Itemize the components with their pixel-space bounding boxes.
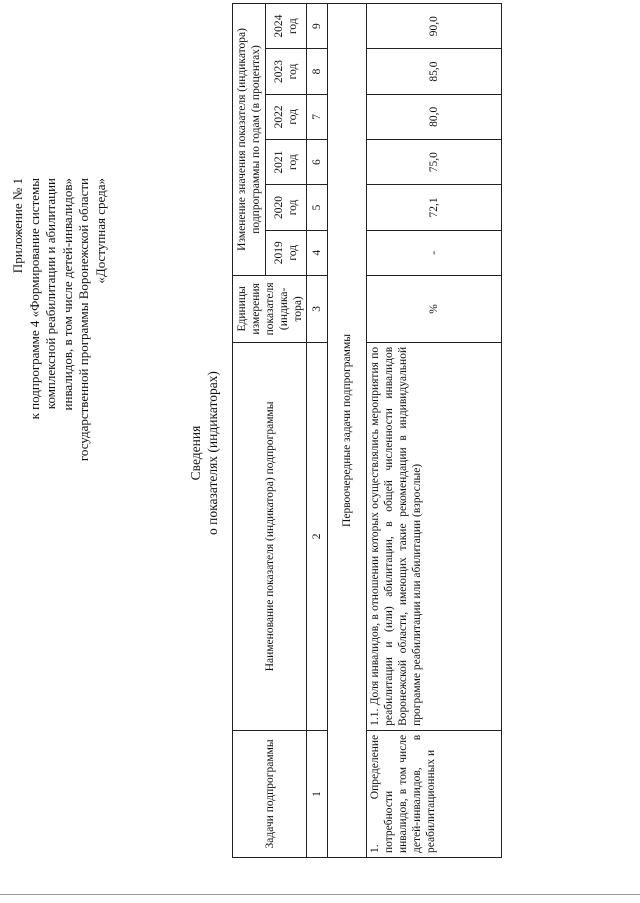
task-cell: 1. Определение потребности инвалидов, в том числе детей-инвалидов, в реабилитационных и (367, 730, 502, 857)
heading-subtitle: о показателях (индикаторах) (205, 371, 220, 535)
header-changes: Изменение значения показателя (индикатора) подпрограммы по годам (в процентах) (233, 4, 266, 276)
year-2020: 2020 год (266, 185, 307, 230)
col-number: 5 (307, 185, 328, 230)
col-number: 4 (307, 230, 328, 275)
annex-line-2: к подпрограмме 4 «Формирование системы (26, 178, 42, 420)
annex-line-3: комплексной реабилитации и абилитации (43, 178, 58, 410)
annex-line-6: «Доступная среда» (92, 178, 108, 284)
annex-line-1: Приложение № 1 (10, 178, 25, 274)
year-2019: 2019 год (266, 230, 307, 275)
header-indicator-name: Наименование показателя (индикатора) подпрограммы (233, 342, 307, 730)
rotated-document (0, 3, 640, 903)
year-2021: 2021 год (266, 139, 307, 184)
document-heading (187, 3, 221, 903)
col-number: 1 (307, 730, 328, 857)
indicators-table (232, 3, 502, 858)
col-number: 2 (307, 342, 328, 730)
header-unit: Единицы измерения показателя (индика-тора) (233, 275, 307, 342)
header-row (233, 4, 266, 858)
col-number: 9 (307, 4, 328, 49)
col-number: 3 (307, 275, 328, 342)
table-row (367, 4, 502, 858)
indicator-cell: 1.1. Доля инвалидов, в отношении которых осуществлялись мероприятия по реабилитации и (или) абилитации, в общей численности инвалидов Воронежской области, имеющих такие рекомендации в индивидуальной программе реабилитации или абилитации (взрослые) (367, 342, 502, 730)
annex-caption (10, 178, 109, 638)
value-2023: 85,0 (367, 49, 502, 94)
header-tasks: Задачи подпрограммы (233, 730, 307, 857)
year-2023: 2023 год (266, 49, 307, 94)
column-numbers-row (307, 4, 328, 858)
col-number: 6 (307, 139, 328, 184)
value-2022: 80,0 (367, 94, 502, 139)
heading-title: Сведения (188, 425, 203, 481)
value-2020: 72,1 (367, 185, 502, 230)
annex-line-4: инвалидов, в том числе детей-инвалидов» (59, 178, 75, 411)
annex-line-5: государственной программы Воронежской области (76, 178, 91, 462)
section-title: Первоочередные задачи подпрограммы (328, 4, 367, 858)
year-2022: 2022 год (266, 94, 307, 139)
section-row (328, 4, 367, 858)
year-2024: 2024 год (266, 4, 307, 49)
col-number: 7 (307, 94, 328, 139)
page-edge-line (0, 894, 640, 895)
value-2021: 75,0 (367, 139, 502, 184)
unit-cell: % (367, 275, 502, 342)
value-2019: - (367, 230, 502, 275)
value-2024: 90,0 (367, 4, 502, 49)
col-number: 8 (307, 49, 328, 94)
